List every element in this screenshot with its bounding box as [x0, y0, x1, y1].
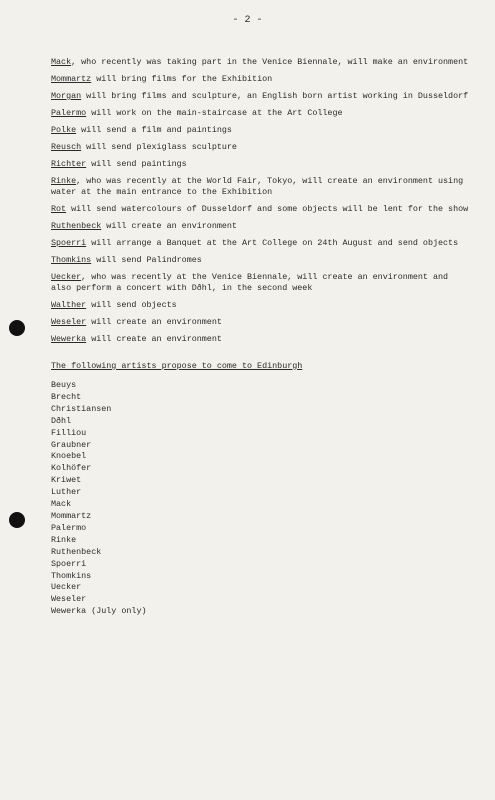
entry-text: will bring films and sculpture, an English born artist working in Dusseldorf [81, 91, 469, 101]
list-item: Kriwet [51, 475, 82, 486]
entry-richter [51, 159, 471, 170]
list-item: Ruthenbeck [51, 546, 102, 557]
page-number: - 2 - [232, 15, 263, 26]
list-item: Dðhl [51, 415, 72, 426]
artist-name: Richter [51, 159, 87, 169]
artist-name: Morgan [51, 91, 82, 101]
entry-ruthenbeck [51, 221, 471, 232]
list-item: Knoebel [51, 451, 87, 462]
artist-contributions [51, 57, 471, 345]
artist-name: Rot [51, 204, 67, 214]
list-item: Spoerri [51, 558, 87, 569]
entry-mack [51, 57, 471, 68]
list-item: Rinke [51, 534, 77, 545]
list-item: Uecker [51, 582, 82, 593]
list-item: Palermo [51, 522, 87, 533]
list-item: Thomkins [51, 570, 92, 581]
entry-mommartz [51, 74, 471, 85]
artist-name: Weseler [51, 317, 87, 327]
entry-polke [51, 125, 471, 136]
artist-name: Thomkins [51, 255, 92, 265]
artist-name: Wewerka [51, 334, 87, 344]
artist-name: Ruthenbeck [51, 221, 102, 231]
entry-text: , who recently was taking part in the Venice Biennale, will make an environment [71, 57, 469, 67]
artist-name: Rinke [51, 176, 77, 186]
section-heading: The following artists propose to come to Edinburgh [51, 361, 303, 371]
artist-name: Polke [51, 125, 77, 135]
entry-text: , who was recently at the World Fair, Tokyo, will create an environment using water at the main entrance to the Exhibition [51, 176, 464, 197]
entry-text: will create an environment [86, 317, 222, 327]
artist-name: Mommartz [51, 74, 92, 84]
list-item: Kolhöfer [51, 463, 92, 474]
entry-text: will bring films for the Exhibition [91, 74, 273, 84]
artist-name: Spoerri [51, 238, 87, 248]
entry-text: will send watercolours of Dusseldorf and some objects will be lent for the show [66, 204, 469, 214]
entry-reusch [51, 142, 471, 153]
entry-text: will send plexiglass sculpture [81, 142, 237, 152]
artist-name: Walther [51, 300, 87, 310]
entry-text: will send Palindromes [91, 255, 202, 265]
list-item: Brecht [51, 391, 82, 402]
entry-text: , who was recently at the Venice Biennale, will create an environment and also perform a concert with Dðhl, in the second week [51, 272, 449, 293]
list-item: Graubner [51, 439, 92, 450]
entry-text: will create an environment [101, 221, 237, 231]
entry-rot [51, 204, 471, 215]
list-item: Mommartz [51, 510, 92, 521]
list-item: Filliou [51, 427, 87, 438]
artist-name: Uecker [51, 272, 82, 282]
entry-thomkins [51, 255, 471, 266]
entry-text: will create an environment [86, 334, 222, 344]
entry-uecker [51, 272, 471, 294]
entry-wewerka [51, 334, 471, 345]
entry-rinke [51, 176, 471, 198]
list-item: Beuys [51, 380, 77, 390]
list-item: Weseler [51, 594, 87, 605]
artist-name: Mack [51, 57, 72, 67]
list-item: Mack [51, 499, 72, 510]
entry-text: will send a film and paintings [76, 125, 232, 135]
entry-text: will work on the main-staircase at the Art College [86, 108, 343, 118]
entry-spoerri [51, 238, 471, 249]
list-item: Wewerka (July only) [51, 606, 147, 617]
artist-name: Palermo [51, 108, 87, 118]
document-content [51, 57, 471, 618]
punch-hole-bottom [9, 512, 25, 528]
edinburgh-artist-list [51, 380, 471, 618]
entry-text: will send objects [86, 300, 177, 310]
punch-hole-top [9, 320, 25, 336]
entry-text: will arrange a Banquet at the Art College on 24th August and send objects [86, 238, 459, 248]
list-item: Luther [51, 487, 82, 498]
artist-name: Reusch [51, 142, 82, 152]
list-item: Christiansen [51, 403, 112, 414]
entry-palermo [51, 108, 471, 119]
entry-text: will send paintings [86, 159, 187, 169]
entry-weseler [51, 317, 471, 328]
entry-morgan [51, 91, 471, 102]
entry-walther [51, 300, 471, 311]
